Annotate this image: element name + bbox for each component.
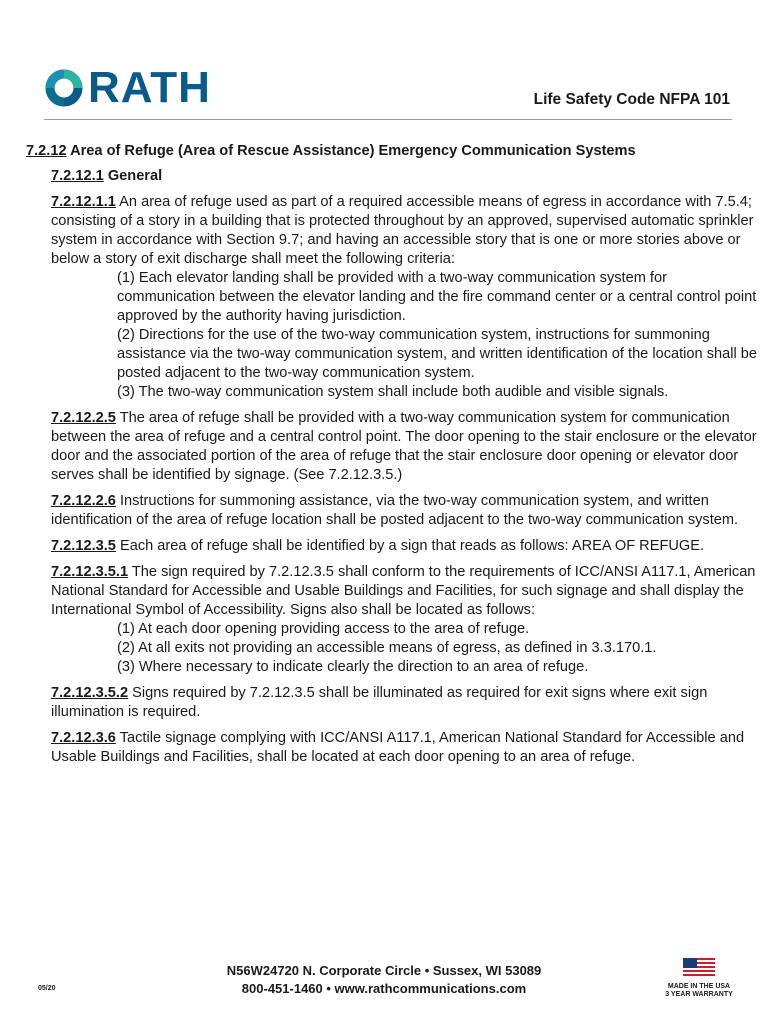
rath-logo <box>44 63 211 112</box>
footer-address: N56W24720 N. Corporate Circle • Sussex, WI 53089 <box>226 963 542 978</box>
document-body <box>26 142 761 774</box>
paragraph <box>51 492 761 530</box>
document-title: Life Safety Code NFPA 101 <box>533 91 730 108</box>
paragraph-number: 7.2.12.3.5.2 <box>51 685 129 701</box>
footer-contact: 800-451-1460 • www.rathcommunications.com <box>241 981 527 996</box>
paragraph <box>51 684 761 722</box>
list-item: (2) Directions for the use of the two-way communication system, instructions for summoning assistance via the two-way communication system, and written identification of the location shall be posted adjacent to the two-way communication system. <box>117 327 758 381</box>
paragraph-text: The area of refuge shall be provided with a two-way communication system for communication between the area of refuge and a central control point. The door opening to the stair enclosure or the elevator door and the associated portion of the area of refuge that the stair enclosure door opening or elevator door serves shall be identified by signage. (See 7.2.12.3.5.) <box>51 410 757 483</box>
paragraph-text: The sign required by 7.2.12.3.5 shall conform to the requirements of ICC/ANSI A117.1, American National Standard for Accessible and Usable Buildings and Facilities, for such signage and shall display the International Symbol of Accessibility. Signs also shall be located as follows: <box>51 564 756 618</box>
header-divider <box>44 119 732 120</box>
section-number: 7.2.12 <box>26 143 67 159</box>
date-code: 05/20 <box>38 985 56 992</box>
paragraph-number: 7.2.12.3.5 <box>51 538 116 554</box>
made-in-usa-badge <box>660 958 738 999</box>
logo-wordmark: RATH <box>88 63 211 112</box>
paragraph-text: An area of refuge used as part of a required accessible means of egress in accordance with 7.5.4; consisting of a story in a building that is protected throughout by an approved, supervised automatic sprinkler system in accordance with Section 9.7; and having an accessible story that is one or more stories above or below a story of exit discharge shall meet the following criteria: <box>51 194 754 267</box>
paragraph-number: 7.2.12.2.5 <box>51 410 116 426</box>
subsection-title: General <box>107 168 163 184</box>
criteria-list <box>117 269 761 402</box>
paragraph <box>51 409 761 485</box>
paragraph <box>51 537 761 556</box>
paragraph <box>51 729 761 767</box>
subsection-heading <box>51 167 761 186</box>
us-flag-icon <box>683 958 715 978</box>
warranty-text: 3 YEAR WARRANTY <box>665 991 733 998</box>
paragraph-text: Signs required by 7.2.12.3.5 shall be illuminated as required for exit signs where exit sign illumination is required. <box>51 685 708 720</box>
section-title: Area of Refuge (Area of Rescue Assistance) Emergency Communication Systems <box>70 143 636 159</box>
rath-logo-ring-icon <box>44 68 84 108</box>
paragraph-number: 7.2.12.1.1 <box>51 194 116 210</box>
made-in-usa-text: MADE IN THE USA <box>667 983 731 990</box>
paragraph-text: Tactile signage complying with ICC/ANSI A117.1, American National Standard for Accessible and Usable Buildings and Facilities, shall be located at each door opening to an area of refuge. <box>51 730 745 765</box>
paragraph-number: 7.2.12.2.6 <box>51 493 116 509</box>
paragraph <box>51 193 761 402</box>
paragraph-text: Instructions for summoning assistance, via the two-way communication system, and written identification of the area of refuge location shall be posted adjacent to the two-way communication system. <box>51 493 739 528</box>
paragraph-number: 7.2.12.3.5.1 <box>51 564 129 580</box>
list-item: (3) The two-way communication system shall include both audible and visible signals. <box>117 384 669 400</box>
paragraph-number: 7.2.12.3.6 <box>51 730 116 746</box>
subsection-number: 7.2.12.1 <box>51 168 104 184</box>
page-header <box>44 63 732 120</box>
list-item: (3) Where necessary to indicate clearly the direction to an area of refuge. <box>117 659 589 675</box>
list-item: (1) At each door opening providing access to the area of refuge. <box>117 621 530 637</box>
footer-address-block <box>0 962 768 998</box>
list-item: (1) Each elevator landing shall be provided with a two-way communication system for communication between the elevator landing and the fire command center or a central control point approved by the authority having jurisdiction. <box>117 270 757 324</box>
section-heading <box>26 142 761 161</box>
sign-location-list <box>117 620 761 677</box>
paragraph <box>51 563 761 677</box>
list-item: (2) At all exits not providing an accessible means of egress, as defined in 3.3.170.1. <box>117 640 657 656</box>
paragraph-text: Each area of refuge shall be identified by a sign that reads as follows: AREA OF REFUGE. <box>119 538 705 554</box>
